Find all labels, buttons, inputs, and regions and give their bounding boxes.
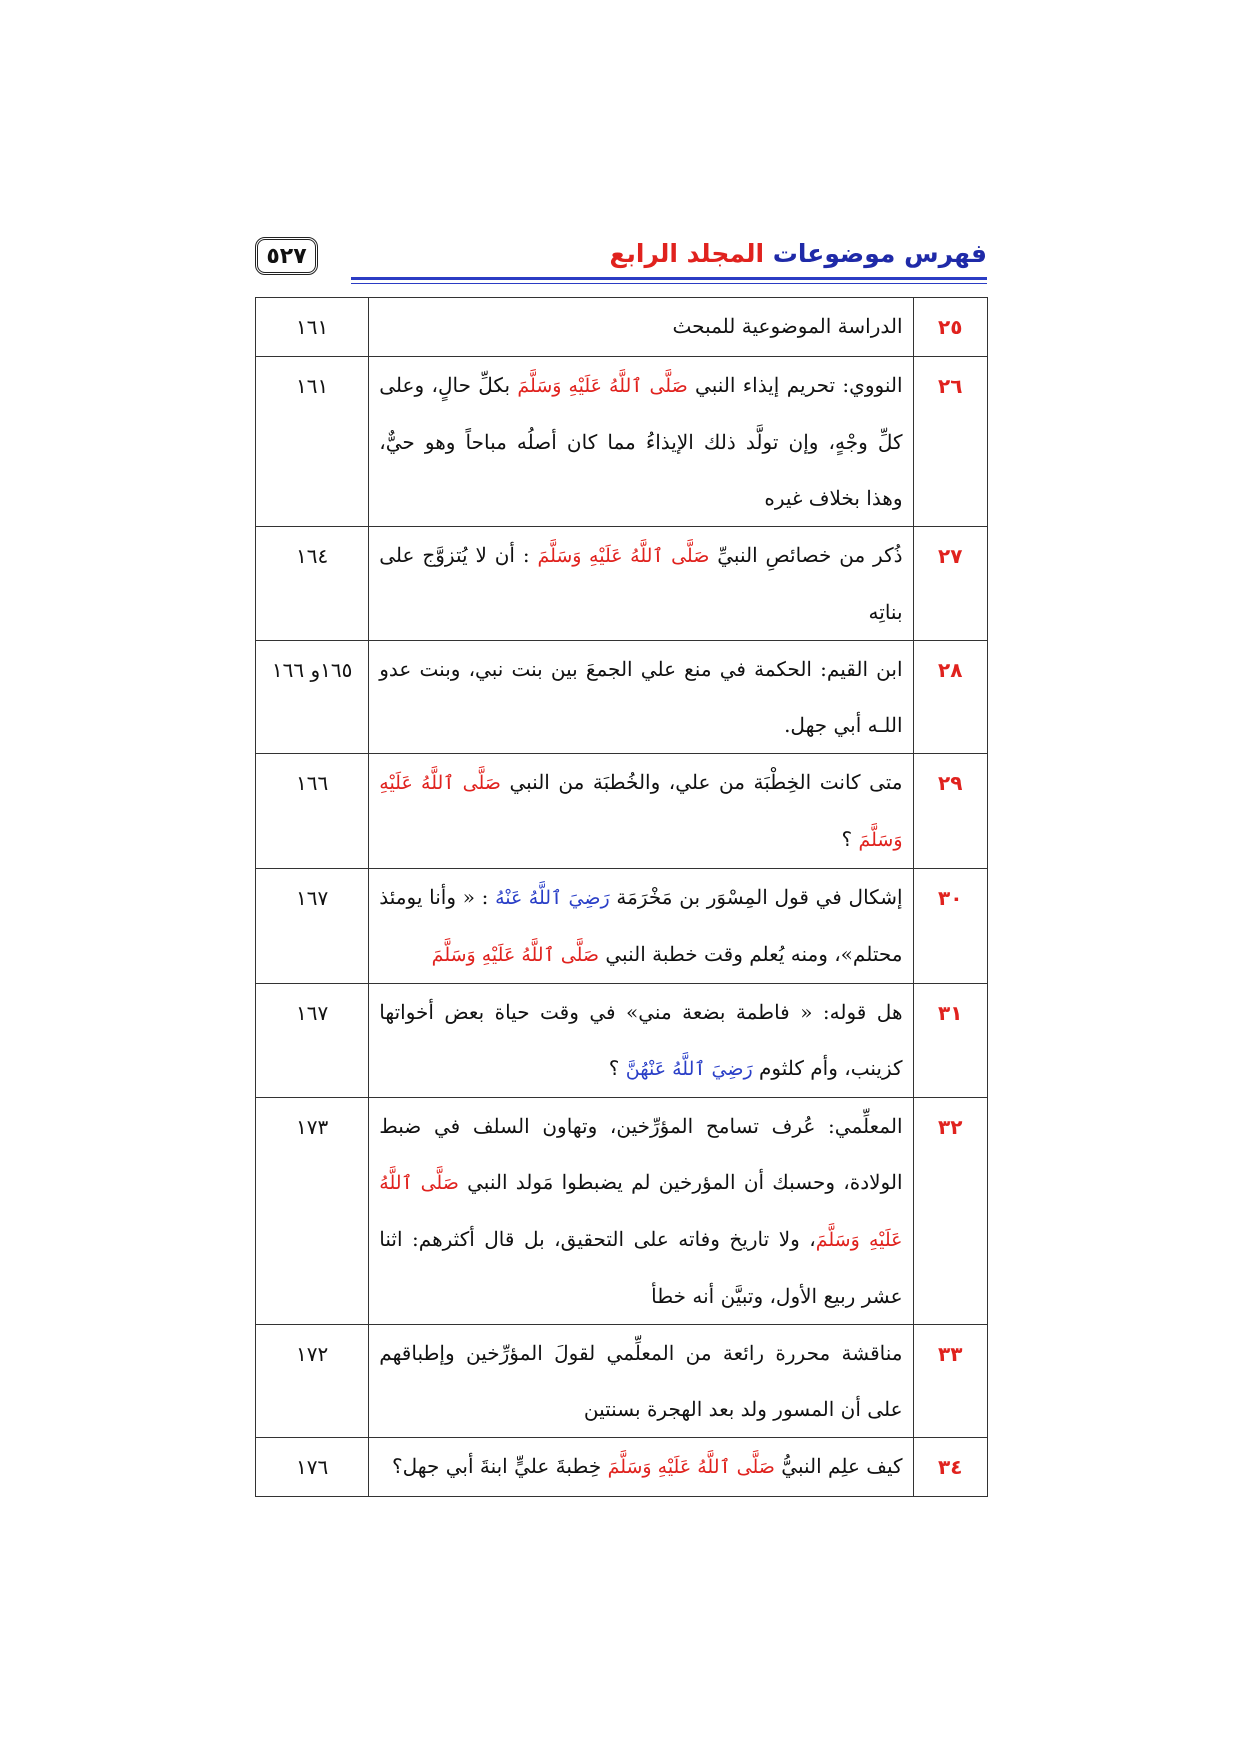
- topic-description: النووي: تحريم إيذاء النبي صَلَّى ٱللَّهُ عَلَيْهِ وَسَلَّمَ بكلِّ حالٍ، وعلى كلِّ وجْهٍ، وإن تولَّد ذلك الإيذاءُ مما كان أصلُه مباحاً وهو حيٌّ، وهذا بخلاف غيره: [369, 357, 913, 527]
- index-title-part1: فهرس موضوعات: [772, 239, 987, 268]
- topic-page: ١٦٦: [256, 754, 369, 869]
- honorific-radi: رَضِيَ ٱللَّهُ عَنْهُنَّ: [625, 1058, 753, 1080]
- topic-number: ٣٢: [913, 1098, 987, 1325]
- table-row: [256, 984, 988, 1098]
- topic-page: ١٧٣: [256, 1098, 369, 1325]
- table-row: [256, 641, 988, 754]
- topic-page: ١٧٢: [256, 1325, 369, 1438]
- header-rule-thin: [351, 283, 987, 284]
- topic-page: ١٦٤: [256, 527, 369, 641]
- topic-number: ٣١: [913, 984, 987, 1098]
- honorific-salla: صَلَّى ٱللَّهُ عَلَيْهِ وَسَلَّمَ: [517, 375, 688, 397]
- topic-page: ١٦٥و ١٦٦: [256, 641, 369, 754]
- topic-description: ابن القيم: الحكمة في منع علي الجمعَ بين بنت نبي، وبنت عدو اللـه أبي جهل.: [369, 641, 913, 754]
- header-rule-thick: [351, 277, 987, 280]
- topic-page: ١٧٦: [256, 1438, 369, 1497]
- topic-number: ٣٤: [913, 1438, 987, 1497]
- table-row: [256, 754, 988, 869]
- topic-page: ١٦٧: [256, 984, 369, 1098]
- topic-description: متى كانت الخِطْبَة من علي، والخُطبَة من النبي صَلَّى ٱللَّهُ عَلَيْهِ وَسَلَّمَ ؟: [369, 754, 913, 869]
- topic-number: ٣٣: [913, 1325, 987, 1438]
- table-row: [256, 1098, 988, 1325]
- topic-number: ٢٦: [913, 357, 987, 527]
- topic-description: الدراسة الموضوعية للمبحث: [369, 298, 913, 357]
- topic-number: ٣٠: [913, 869, 987, 984]
- table-row: [256, 869, 988, 984]
- topic-description: هل قوله: « فاطمة بضعة مني» في وقت حياة بعض أخواتها كزينب، وأم كلثوم رَضِيَ ٱللَّهُ عَنْهُنَّ ؟: [369, 984, 913, 1098]
- honorific-salla: صَلَّى ٱللَّهُ عَلَيْهِ وَسَلَّمَ: [379, 772, 903, 851]
- topics-table: [255, 297, 988, 1497]
- honorific-radi: رَضِيَ ٱللَّهُ عَنْهُ: [495, 887, 610, 909]
- index-title-part2: المجلد الرابع: [609, 239, 765, 268]
- topic-page: ١٦١: [256, 357, 369, 527]
- honorific-salla: صَلَّى ٱللَّهُ عَلَيْهِ وَسَلَّمَ: [607, 1456, 775, 1478]
- topic-description: مناقشة محررة رائعة من المعلِّمي لقولَ المؤرِّخين وإطباقهم على أن المسور ولد بعد الهجرة بسنتين: [369, 1325, 913, 1438]
- honorific-salla: صَلَّى ٱللَّهُ عَلَيْهِ وَسَلَّمَ: [379, 1172, 903, 1251]
- table-row: [256, 298, 988, 357]
- topic-number: ٢٨: [913, 641, 987, 754]
- topic-page: ١٦١: [256, 298, 369, 357]
- honorific-salla: صَلَّى ٱللَّهُ عَلَيْهِ وَسَلَّمَ: [537, 545, 710, 567]
- topic-description: إشكال في قول المِسْوَر بن مَخْرَمَة رَضِيَ ٱللَّهُ عَنْهُ : « وأنا يومئذ محتلم»، ومنه يُعلم وقت خطبة النبي صَلَّى ٱللَّهُ عَلَيْهِ وَسَلَّمَ: [369, 869, 913, 984]
- page-header: [255, 237, 987, 281]
- topic-number: ٢٧: [913, 527, 987, 641]
- page-number: ٥٢٧: [255, 237, 318, 275]
- honorific-salla: صَلَّى ٱللَّهُ عَلَيْهِ وَسَلَّمَ: [431, 944, 600, 966]
- index-title: [609, 239, 987, 268]
- topic-number: ٢٩: [913, 754, 987, 869]
- table-row: [256, 1438, 988, 1497]
- table-row: [256, 357, 988, 527]
- topic-description: كيف علِم النبيُّ صَلَّى ٱللَّهُ عَلَيْهِ وَسَلَّمَ خِطبةَ عليٍّ ابنةَ أبي جهل؟: [369, 1438, 913, 1497]
- topic-page: ١٦٧: [256, 869, 369, 984]
- table-row: [256, 527, 988, 641]
- table-row: [256, 1325, 988, 1438]
- topic-description: ذُكر من خصائصِ النبيِّ صَلَّى ٱللَّهُ عَلَيْهِ وَسَلَّمَ : أن لا يُتزوَّج على بناتِه: [369, 527, 913, 641]
- topic-number: ٢٥: [913, 298, 987, 357]
- topic-description: المعلِّمي: عُرف تسامح المؤرِّخين، وتهاون السلف في ضبط الولادة، وحسبك أن المؤرخين لم يضبطوا مَولد النبي صَلَّى ٱللَّهُ عَلَيْهِ وَسَلَّمَ، ولا تاريخ وفاته على التحقيق، بل قال أكثرهم: اثنا عشر ربيع الأول، وتبيَّن أنه خطأ: [369, 1098, 913, 1325]
